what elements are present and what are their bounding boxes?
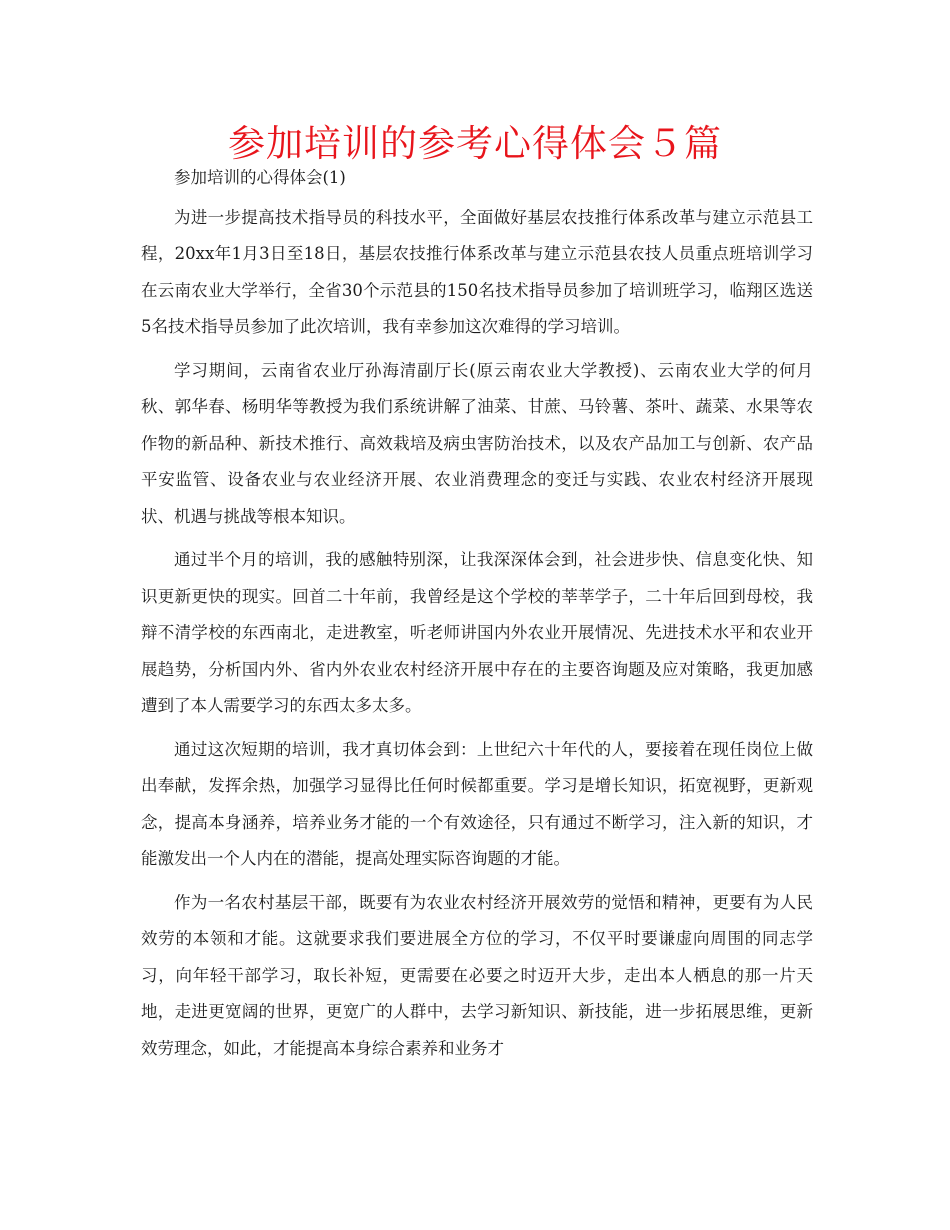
section-heading: 参加培训的心得体会(1): [174, 168, 346, 187]
document-body: [141, 160, 813, 1074]
paragraph-2: 学习期间，云南省农业厅孙海清副厅长(原云南农业大学教授)、云南农业大学的何月秋、郭华春、杨明华等教授为我们系统讲解了油菜、甘蔗、马铃薯、茶叶、蔬菜、水果等农作物的新品种、新技术推行、高效栽培及病虫害防治技术，以及农产品加工与创新、农产品平安监管、设备农业与农业经济开展、农业消费理念的变迁与实践、农业农村经济开展现状、机遇与挑战等根本知识。: [141, 360, 813, 526]
paragraph-4: 通过这次短期的培训，我才真切体会到：上世纪六十年代的人，要接着在现任岗位上做出奉献，发挥余热，加强学习显得比任何时候都重要。学习是增长知识，拓宽视野，更新观念，提高本身涵养，培养业务才能的一个有效途径，只有通过不断学习，注入新的知识，才能激发出一个人内在的潜能，提高处理实际咨询题的才能。: [141, 739, 813, 868]
paragraph-3: 通过半个月的培训，我的感触特别深，让我深深体会到，社会进步快、信息变化快、知识更新更快的现实。回首二十年前，我曾经是这个学校的莘莘学子，二十年后回到母校，我辩不清学校的东西南北，走进教室，听老师讲国内外农业开展情况、先进技术水平和农业开展趋势，分析国内外、省内外农业农村经济开展中存在的主要咨询题及应对策略，我更加感遭到了本人需要学习的东西太多太多。: [141, 550, 813, 715]
paragraph-1: 为进一步提高技术指导员的科技水平，全面做好基层农技推行体系改革与建立示范县工程，20xx年1月3日至18日，基层农技推行体系改革与建立示范县农技人员重点班培训学习在云南农业大学举行，全省30个示范县的150名技术指导员参加了培训班学习，临翔区选送5名技术指导员参加了此次培训，我有幸参加这次难得的学习培训。: [141, 207, 813, 336]
document-title: 参加培训的参考心得体会５篇: [228, 122, 722, 165]
paragraph-5: 作为一名农村基层干部，既要有为农业农村经济开展效劳的觉悟和精神，更要有为人民效劳的本领和才能。这就要求我们要进展全方位的学习，不仅平时要谦虚向周围的同志学习，向年轻干部学习，取长补短，更需要在必要之时迈开大步，走出本人栖息的那一片天地，走进更宽阔的世界，更宽广的人群中，去学习新知识、新技能，进一步拓展思维，更新效劳理念，如此，才能提高本身综合素养和业务才: [141, 892, 813, 1058]
